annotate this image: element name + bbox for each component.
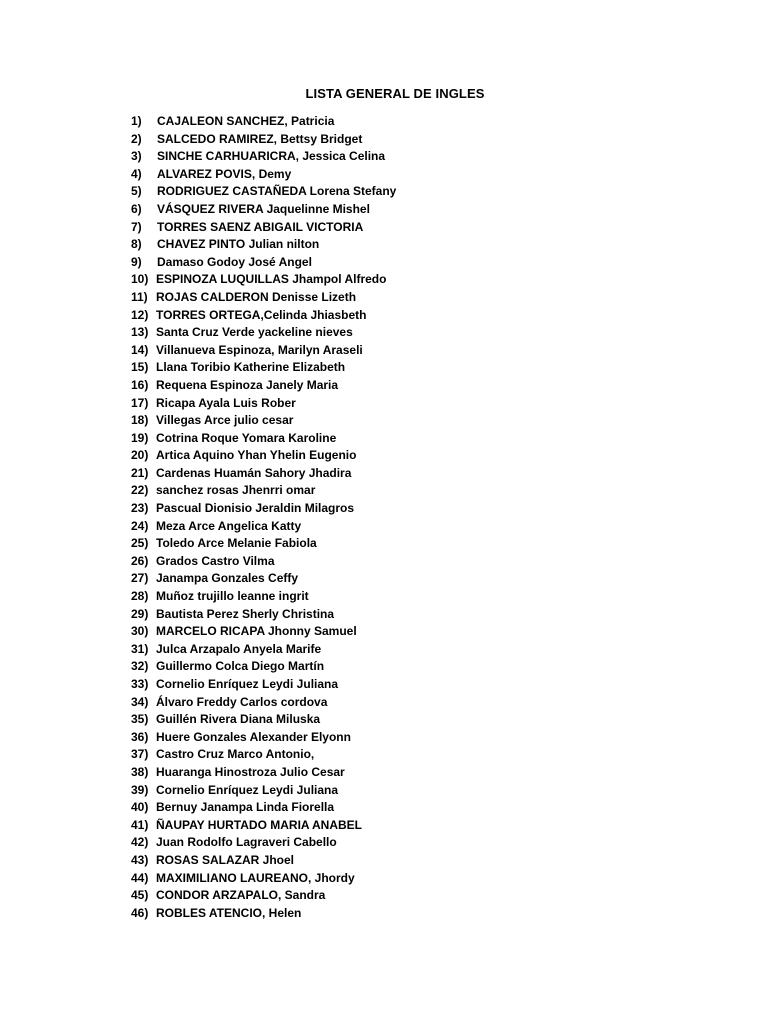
list-item-number: 16) xyxy=(131,377,149,392)
list-item xyxy=(131,447,591,465)
list-item-name: Huaranga Hinostroza Julio Cesar xyxy=(156,764,345,779)
list-item-name: Villanueva Espinoza, Marilyn Araseli xyxy=(156,342,363,357)
list-item xyxy=(131,588,591,606)
list-item-number: 27) xyxy=(131,571,149,586)
list-item-number: 38) xyxy=(131,764,149,779)
list-item-name: TORRES ORTEGA,Celinda Jhiasbeth xyxy=(156,307,367,322)
list-item-number: 22) xyxy=(131,483,149,498)
list-item xyxy=(131,870,591,888)
list-item-number: 28) xyxy=(131,589,149,604)
list-item-name: Grados Castro Vilma xyxy=(156,553,275,568)
list-item xyxy=(131,782,591,800)
list-item-name: Cornelio Enríquez Leydi Juliana xyxy=(156,782,339,797)
list-item-name: Castro Cruz Marco Antonio, xyxy=(156,747,315,762)
list-item-number: 40) xyxy=(131,800,149,815)
list-item-name: SINCHE CARHUARICRA, Jessica Celina xyxy=(157,149,386,164)
list-item-number: 10) xyxy=(131,272,149,287)
list-item-name: Bernuy Janampa Linda Fiorella xyxy=(156,800,335,815)
list-item-number: 24) xyxy=(131,518,149,533)
list-item-name: Villegas Arce julio cesar xyxy=(156,413,294,428)
list-item-name: Toledo Arce Melanie Fabiola xyxy=(156,536,317,551)
list-item xyxy=(131,342,591,360)
list-item-number: 31) xyxy=(131,641,149,656)
list-item-number: 33) xyxy=(131,677,149,691)
list-item-number: 4) xyxy=(131,166,142,181)
list-item-name: MAXIMILIANO LAUREANO, Jhordy xyxy=(156,870,355,885)
list-item-name: Artica Aquino Yhan Yhelin Eugenio xyxy=(156,448,357,463)
list-item xyxy=(131,817,591,835)
list-item-number: 30) xyxy=(131,624,149,639)
list-item xyxy=(131,113,591,131)
list-item-name: TORRES SAENZ ABIGAIL VICTORIA xyxy=(157,219,364,234)
list-item-number: 43) xyxy=(131,852,149,867)
list-item xyxy=(131,131,591,149)
list-item-number: 3) xyxy=(131,149,142,164)
list-item-name: Bautista Perez Sherly Christina xyxy=(156,606,335,621)
list-item xyxy=(131,377,591,395)
list-item xyxy=(131,412,591,430)
list-item-name: ROSAS SALAZAR Jhoel xyxy=(156,852,295,867)
list-item xyxy=(131,201,591,219)
list-item-number: 39) xyxy=(131,782,149,797)
list-item-number: 18) xyxy=(131,413,149,428)
list-item-number: 13) xyxy=(131,325,149,340)
list-item-name: Pascual Dionisio Jeraldin Milagros xyxy=(156,501,355,516)
list-item xyxy=(131,764,591,782)
page-title: LISTA GENERAL DE INGLES xyxy=(305,86,485,101)
list-item xyxy=(131,254,591,272)
list-item-name: Ricapa Ayala Luis Rober xyxy=(156,395,296,410)
list-item-number: 34) xyxy=(131,694,149,709)
list-item xyxy=(131,219,591,237)
list-item-number: 19) xyxy=(131,430,149,445)
list-item xyxy=(131,606,591,624)
list-item-number: 46) xyxy=(131,905,149,920)
list-item-name: Huere Gonzales Alexander Elyonn xyxy=(156,729,351,744)
student-list xyxy=(131,113,591,922)
list-item xyxy=(131,518,591,536)
list-item-number: 25) xyxy=(131,536,149,551)
list-item-number: 2) xyxy=(131,131,142,146)
list-item-name: ROJAS CALDERON Denisse Lizeth xyxy=(156,289,357,304)
list-item-number: 41) xyxy=(131,817,149,832)
list-item-number: 37) xyxy=(131,747,149,762)
list-item-number: 6) xyxy=(131,201,142,216)
list-item xyxy=(131,166,591,184)
list-item-name: Cardenas Huamán Sahory Jhadira xyxy=(156,465,352,480)
list-item-number: 1) xyxy=(131,114,142,128)
list-item xyxy=(131,623,591,641)
list-item-number: 42) xyxy=(131,835,149,850)
list-item xyxy=(131,905,591,923)
list-item-name: sanchez rosas Jhenrri omar xyxy=(156,483,316,498)
list-item xyxy=(131,482,591,500)
list-item xyxy=(131,324,591,342)
list-item xyxy=(131,746,591,764)
list-item xyxy=(131,395,591,413)
list-item xyxy=(131,535,591,553)
list-item-number: 20) xyxy=(131,448,149,463)
list-item xyxy=(131,834,591,852)
list-item xyxy=(131,553,591,571)
list-item-name: SALCEDO RAMIREZ, Bettsy Bridget xyxy=(157,131,363,146)
list-item xyxy=(131,430,591,448)
list-item-number: 23) xyxy=(131,501,149,516)
list-item-number: 32) xyxy=(131,659,149,674)
list-item xyxy=(131,183,591,201)
list-item-name: MARCELO RICAPA Jhonny Samuel xyxy=(156,624,357,639)
list-item-name: Llana Toribio Katherine Elizabeth xyxy=(156,360,346,375)
list-item xyxy=(131,676,591,694)
list-item-number: 8) xyxy=(131,237,142,252)
list-item xyxy=(131,799,591,817)
list-item-number: 7) xyxy=(131,219,142,234)
list-item xyxy=(131,711,591,729)
list-item-name: Guillermo Colca Diego Martín xyxy=(156,659,325,674)
list-item xyxy=(131,887,591,905)
list-item-number: 11) xyxy=(131,289,148,304)
list-item-name: Santa Cruz Verde yackeline nieves xyxy=(156,325,353,340)
list-item-number: 21) xyxy=(131,465,149,480)
list-item-name: Muñoz trujillo leanne ingrit xyxy=(156,589,309,604)
list-item-name: ÑAUPAY HURTADO MARIA ANABEL xyxy=(156,817,363,832)
list-item-number: 44) xyxy=(131,870,149,885)
list-item-number: 45) xyxy=(131,888,149,903)
list-item-name: Janampa Gonzales Ceffy xyxy=(156,571,299,586)
list-item xyxy=(131,465,591,483)
list-item xyxy=(131,694,591,712)
list-item-number: 17) xyxy=(131,395,149,410)
list-item xyxy=(131,289,591,307)
list-item-name: CONDOR ARZAPALO, Sandra xyxy=(156,888,326,903)
list-item-name: Requena Espinoza Janely Maria xyxy=(156,377,339,392)
list-item xyxy=(131,570,591,588)
list-item xyxy=(131,271,591,289)
list-item-number: 26) xyxy=(131,553,149,568)
list-item-number: 35) xyxy=(131,712,149,727)
list-item-name: Meza Arce Angelica Katty xyxy=(156,518,302,533)
list-item-name: Guillén Rivera Diana Miluska xyxy=(156,712,321,727)
list-item-name: Juan Rodolfo Lagraveri Cabello xyxy=(156,835,337,850)
list-item-name: ALVAREZ POVIS, Demy xyxy=(157,166,292,181)
list-item-name: Cornelio Enríquez Leydi Juliana xyxy=(156,677,339,691)
list-item xyxy=(131,641,591,659)
list-item xyxy=(131,658,591,676)
list-item-name: Álvaro Freddy Carlos cordova xyxy=(156,694,328,709)
list-item-number: 5) xyxy=(131,184,142,199)
list-item xyxy=(131,307,591,325)
list-item-number: 29) xyxy=(131,606,149,621)
list-item-number: 14) xyxy=(131,342,149,357)
list-item-name: ROBLES ATENCIO, Helen xyxy=(156,905,302,920)
list-item-number: 15) xyxy=(131,360,149,375)
list-item xyxy=(131,148,591,166)
list-item xyxy=(131,359,591,377)
list-item-name: CHAVEZ PINTO Julian nilton xyxy=(157,237,320,252)
list-item-name: Cotrina Roque Yomara Karoline xyxy=(156,430,337,445)
list-item-number: 9) xyxy=(131,254,142,269)
list-item xyxy=(131,236,591,254)
list-item-name: Julca Arzapalo Anyela Marife xyxy=(156,641,322,656)
list-item-name: VÁSQUEZ RIVERA Jaquelinne Mishel xyxy=(157,201,370,216)
list-item-name: ESPINOZA LUQUILLAS Jhampol Alfredo xyxy=(156,272,387,287)
list-item xyxy=(131,729,591,747)
list-item-number: 12) xyxy=(131,307,149,322)
list-item xyxy=(131,500,591,518)
list-item-name: CAJALEON SANCHEZ, Patricia xyxy=(157,114,335,128)
list-item-name: Damaso Godoy José Angel xyxy=(157,254,312,269)
list-item xyxy=(131,852,591,870)
list-item-name: RODRIGUEZ CASTAÑEDA Lorena Stefany xyxy=(157,184,397,199)
list-item-number: 36) xyxy=(131,729,149,744)
